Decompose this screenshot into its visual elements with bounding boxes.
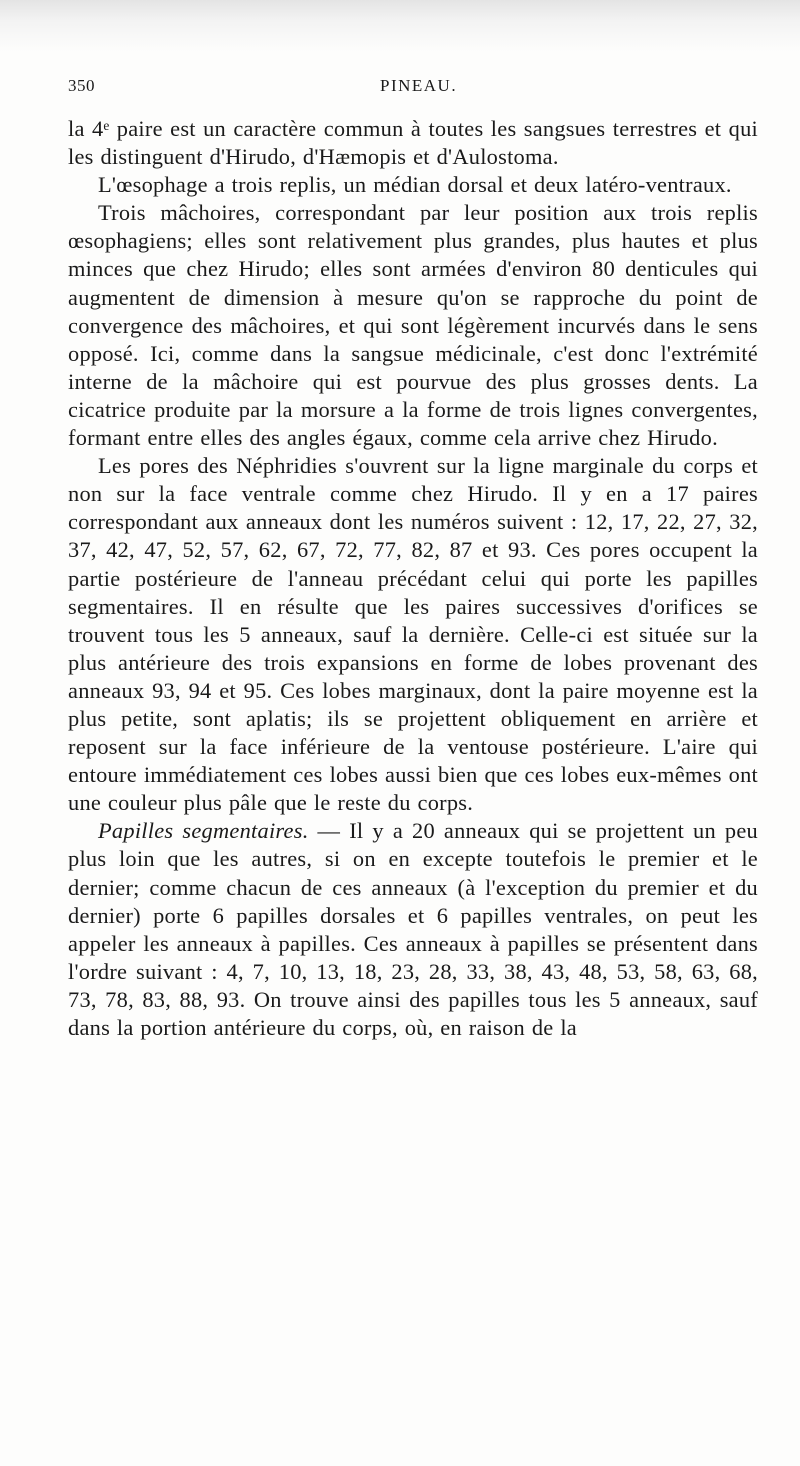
paragraph-4: Les pores des Néphridies s'ouvrent sur la ligne marginale du corps et non sur la face ventrale comme chez Hirudo. Il y en a 17 paires correspondant aux anneaux dont les numéros suivent : 12, 17, 22, 27, 32, 37, 42, 47, 52, 57, 62, 67, 72, 77, 82, 87 et 93. Ces pores occupent la partie postérieure de l'anneau précédant celui qui porte les papilles segmentaires. Il en résulte que les paires successives d'orifices se trouvent tous les 5 anneaux, sauf la dernière. Celle-ci est située sur la plus antérieure des trois expansions en forme de lobes provenant des anneaux 93, 94 et 95. Ces lobes marginaux, dont la paire moyenne est la plus petite, sont aplatis; ils se projettent obliquement en arrière et reposent sur la face inférieure de la ventouse postérieure. L'aire qui entoure immédiatement ces lobes aussi bien que ces lobes eux-mêmes ont une couleur plus pâle que le reste du corps. [68, 453, 758, 816]
body-text [68, 115, 758, 1042]
section-lead: Papilles segmentaires. [98, 818, 309, 844]
paragraph-5-text: — Il y a 20 anneaux qui se projettent un peu plus loin que les autres, si on en excepte toutefois le premier et le dernier; comme chacun de ces anneaux (à l'exception du premier et du dernier) porte 6 papilles dorsales et 6 papilles ventrales, on peut les appeler les anneaux à papilles. Ces anneaux à papilles se présentent dans l'ordre suivant : 4, 7, 10, 13, 18, 23, 28, 33, 38, 43, 48, 53, 58, 63, 68, 73, 78, 83, 88, 93. On trouve ainsi des papilles tous les 5 anneaux, sauf dans la portion antérieure du corps, où, en raison de la [68, 818, 759, 1040]
page-number: 350 [68, 76, 95, 95]
running-head: PINEAU. [380, 76, 458, 95]
paragraph-2: L'œsophage a trois replis, un médian dorsal et deux latéro-ventraux. [98, 172, 732, 198]
page-header [68, 76, 758, 100]
paragraph-3: Trois mâchoires, correspondant par leur position aux trois replis œsophagiens; elles sont relativement plus grandes, plus hautes et plus minces que chez Hirudo; elles sont armées d'environ 80 denticules qui augmentent de dimension à mesure qu'on se rapproche du point de convergence des mâchoires, et qui sont légèrement incurvés dans le sens opposé. Ici, comme dans la sangsue médicinale, c'est donc l'extrémité interne de la mâchoire qui est pourvue des plus grosses dents. La cicatrice produite par la morsure a la forme de trois lignes convergentes, formant entre elles des angles égaux, comme cela arrive chez Hirudo. [68, 200, 758, 451]
page-top-shadow [0, 0, 800, 52]
paragraph-1: la 4ᵉ paire est un caractère commun à toutes les sangsues terrestres et qui les distinguent d'Hirudo, d'Hæmopis et d'Aulostoma. [68, 116, 758, 170]
paragraph-5 [68, 817, 758, 1042]
